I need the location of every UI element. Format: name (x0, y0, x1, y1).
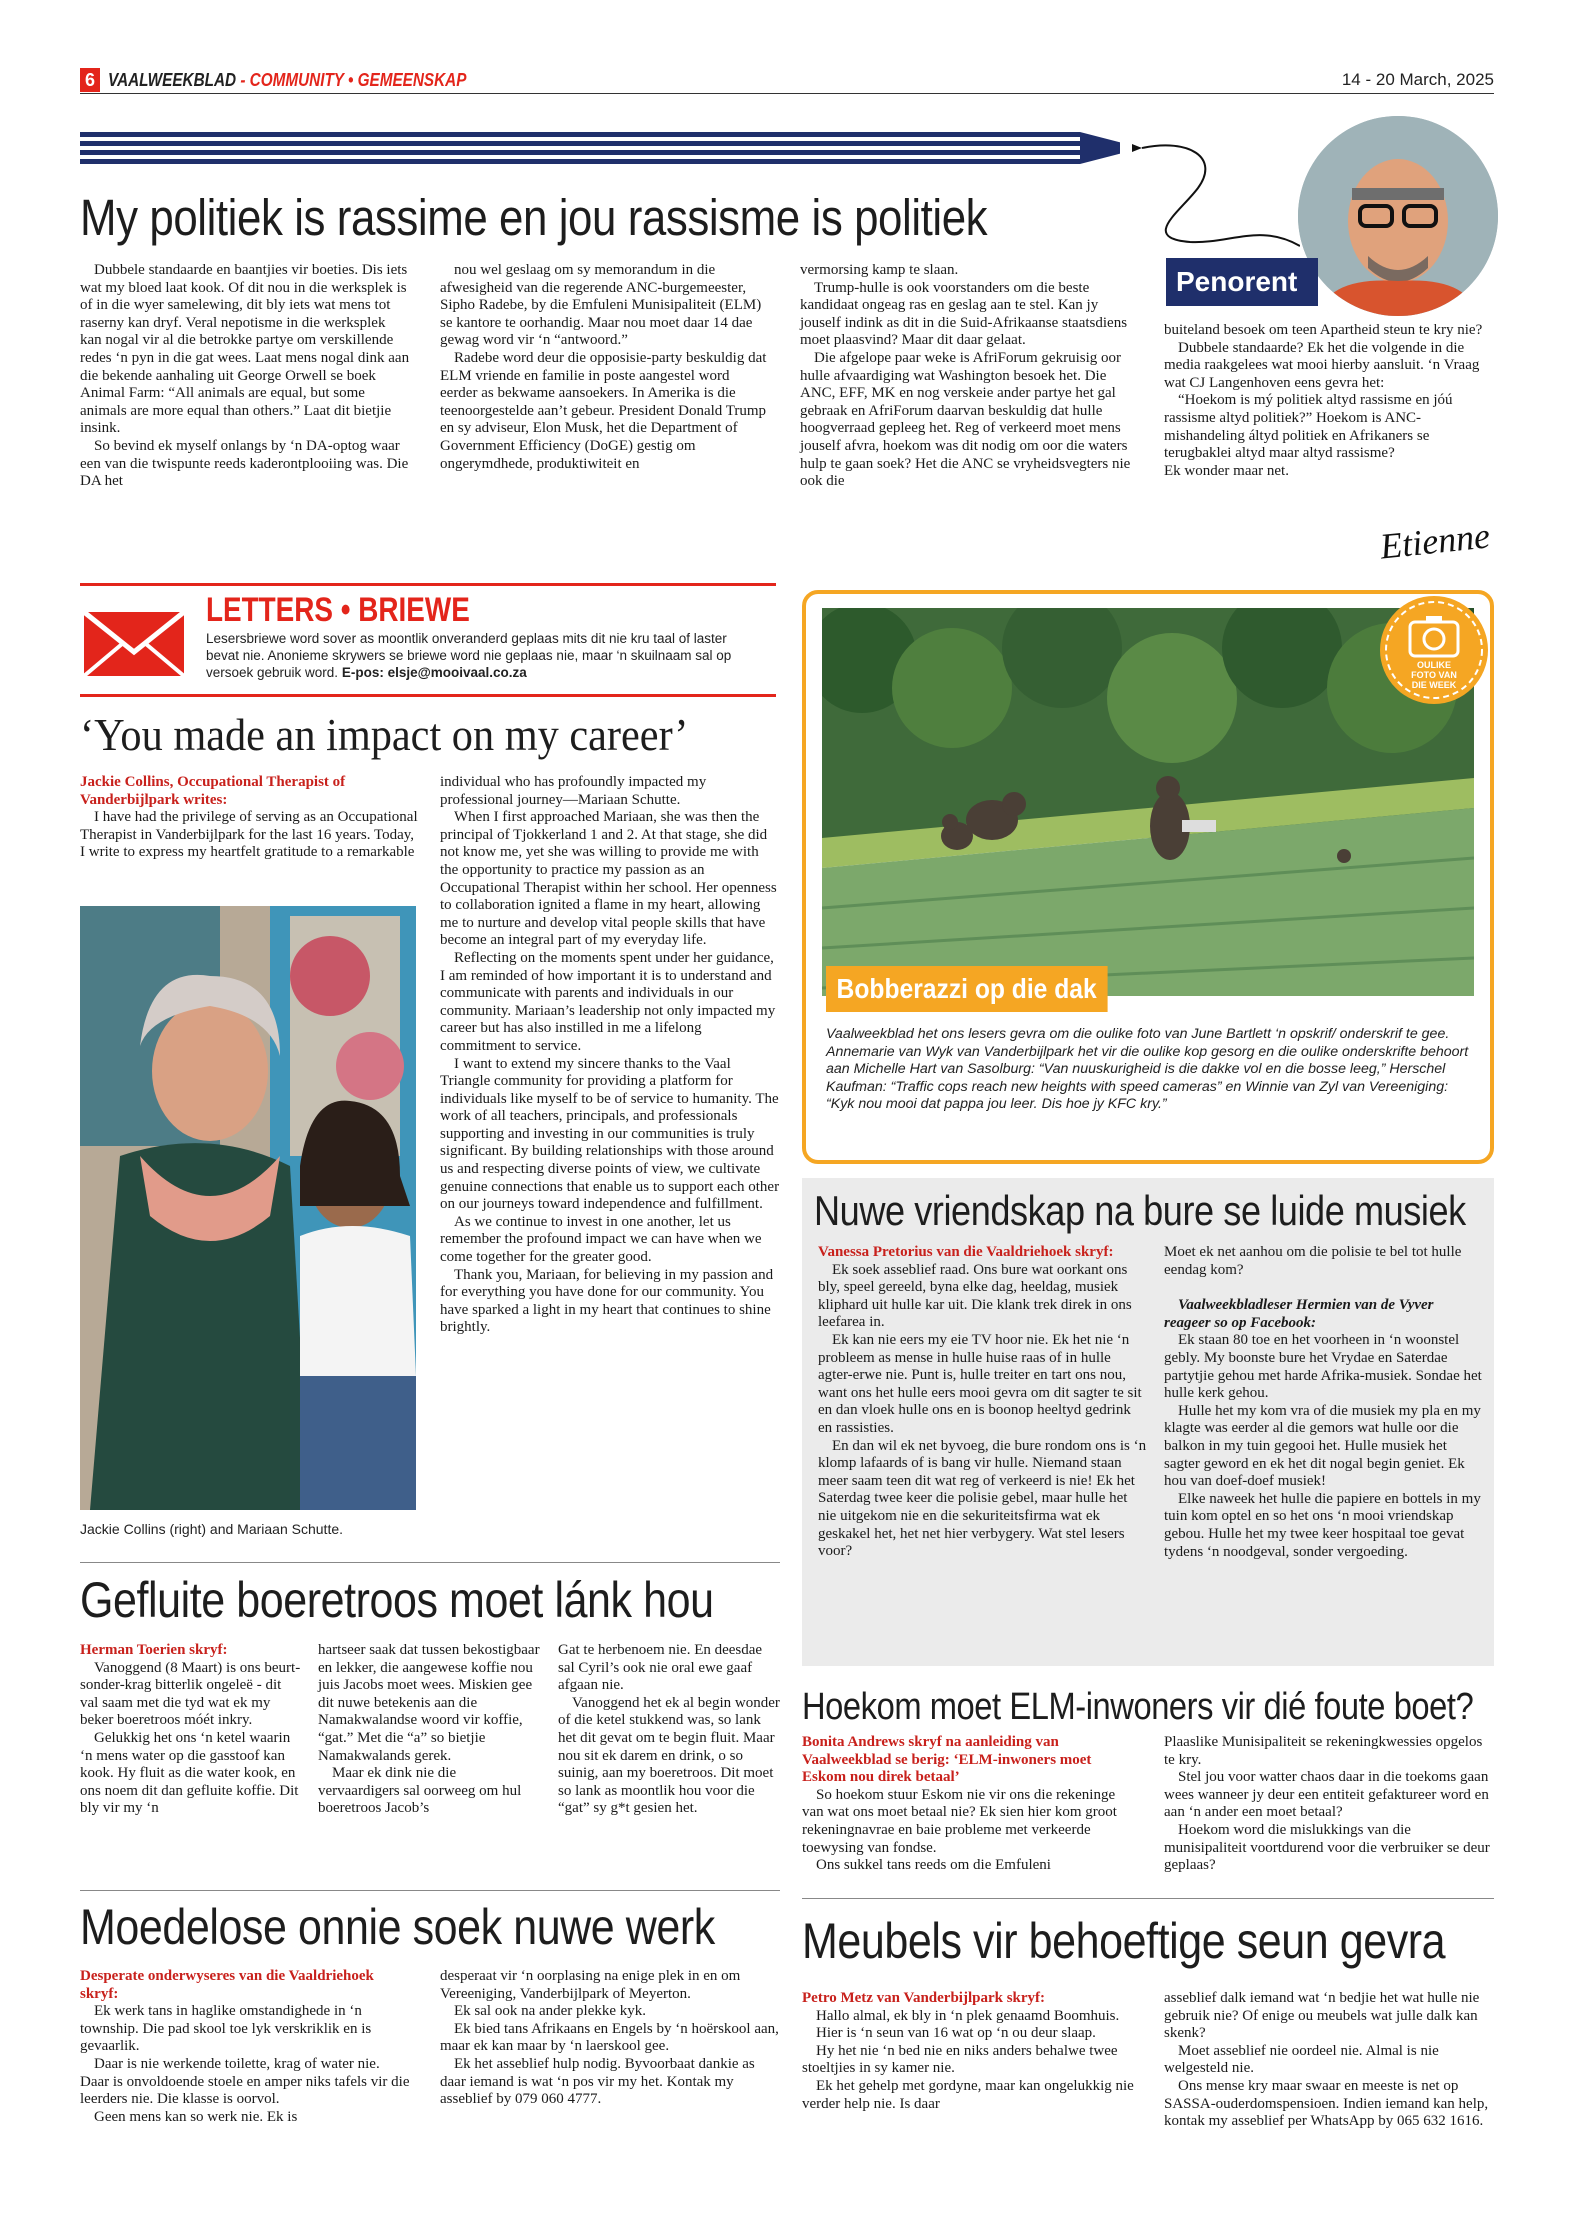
banner-rule-top (80, 583, 776, 586)
werk-col1 (80, 1968, 410, 2126)
letter1-caption: Jackie Collins (right) and Mariaan Schutte. (80, 1521, 344, 1537)
paragraph: Maar ek dink nie die vervaardigers sal oorweeg om hul boeretroos Jacob’s (318, 1765, 522, 1817)
letter1-photo (80, 906, 416, 1510)
paragraph: Reflecting on the moments spent under her guidance, I am reminded of how important it is to understand and communicate with parents and individuals in our community. Mariaan’s leadership not only impacted my career but has also instilled in me a lifelong commitment to service. (440, 949, 776, 1054)
meubels-col2 (1164, 1990, 1494, 2131)
paragraph: Ek sal ook na ander plekke kyk. (454, 2003, 647, 2020)
column-text-4 (1164, 322, 1494, 480)
divider (802, 1898, 1494, 1899)
paragraph: When I first approached Mariaan, she was then the principal of Tjokkerland 1 and 2. At that stage, she did not know me, yet she was willing to provide me with the opportunity to practice my passion as an Occupational Therapist within her school. Her openness to collaboration ignited a flame in my heart, allowing me to nurture and develop vital people skills that have become an integral part of my everyday life. (440, 809, 777, 949)
paragraph: I want to extend my sincere thanks to the Vaal Triangle community for providing a platform for individuals like myself to be of service to humanity. The work of all teachers, principals, and professionals supporting and investing in our communities is truly significant. By building relationships with those around us and respecting diverse points of view, we cultivate genuine connections that enable us to support each other on our journeys toward independence and fulfillment. (440, 1055, 780, 1213)
letter1-col2 (440, 774, 780, 1337)
paragraph: Stel jou voor watter chaos daar in die toekoms gaan wees wanneer jy deur een entiteit gefaktureer word en aan ‘n ander een moet betaal? (1164, 1769, 1489, 1821)
paragraph: Moet ek net aanhou om die polisie te bel tot hulle eendag kom? (1164, 1244, 1462, 1278)
paragraph: Radebe word deur die opposisie-party beskuldig dat ELM vriende en familie in poste aangestel word eerder as bekwame aansoekers. In Amerika is die teenoorgestelde aan’t gebeur. President Donald Trump en sy adviseur, Elon Musk, het die Department of Government Efficiency (DoGE) gestig om ongerymdhede, produktiwiteit en (440, 349, 767, 472)
paragraph: Vanoggend (8 Maart) is ons beurt-sonder-krag bitterlik ongeleë - dit val saam met die tyd wat ek my beker boeretroos móét inkry. (80, 1659, 301, 1729)
music-byline: Vanessa Pretorius van die Vaaldriehoek skryf: (818, 1244, 1114, 1260)
reply-label: Vaalweekbladleser Hermien van de Vyver reageer so op Facebook: (1164, 1297, 1434, 1331)
paragraph: I have had the privilege of serving as an Occupational Therapist in Vanderbijlpark for the last 16 years. Today, I write to express my heartfelt gratitude to a remarkable (80, 809, 418, 861)
paragraph: Dubbele standaarde? Ek het die volgende in die media raakgelees wat mooi hierby aansluit. ‘n Vraag wat CJ Langenhoven eens gevra het: (1164, 339, 1480, 391)
letter1-byline: Jackie Collins, Occupational Therapist of Vanderbijlpark writes: (80, 774, 346, 808)
paragraph: So bevind ek myself onlangs by ‘n DA-optog waar een van die twispunte reeds kaderontplooiing was. Die DA het (80, 437, 409, 490)
paragraph: So hoekom stuur Eskom nie vir ons die rekeninge van wat ons moet betaal nie? Ek sien hier kom groot rekeningnavrae en baie probleme met verkeerde toewysing van fondse. (802, 1786, 1117, 1856)
paper-name: VAALWEEKBLAD (108, 70, 237, 90)
column-text-2 (440, 262, 770, 473)
column-text-1 (80, 262, 410, 491)
banner-rule-bottom (80, 694, 776, 697)
paragraph: vermorsing kamp te slaan. (800, 262, 959, 278)
paragraph: individual who has profoundly impacted my professional journey—Mariaan Schutte. (440, 774, 707, 808)
music-col2 (1164, 1244, 1482, 1561)
badge-line: DIE WEEK (1411, 680, 1457, 690)
paragraph: hartseer saak dat tussen bekostigbaar en lekker, die aangewese koffie nou juis Jacobs moet wees. Miskien gee dit nuwe betekenis aan die Namakwalandse woord vir koffie, “gat.” Met die “a” so bietjie Namakwalands gerek. (318, 1642, 540, 1764)
boeretroos-headline: Gefluite boeretroos moet lánk hou (80, 1572, 714, 1628)
letters-title: LETTERS • BRIEWE (206, 591, 470, 629)
letters-email: E-pos: elsje@mooivaal.co.za (341, 665, 527, 680)
meubels-headline: Meubels vir behoeftige seun gevra (802, 1913, 1446, 1969)
page-number: 6 (80, 68, 100, 92)
paragraph: Ek het asseblief hulp nodig. Byvoorbaat dankie as daar iemand is wat ‘n pos vir my het. Kontak my asseblief by 079 060 4777. (440, 2055, 755, 2108)
elm-byline: Bonita Andrews skryf na aanleiding van Vaalweekblad se berig: ‘ELM-inwoners moet Eskom nou direk betaal’ (802, 1734, 1092, 1786)
paragraph: Ek staan 80 toe en het voorheen in ‘n woonstel gebly. My boonste bure het Vrydae en Saterdae partytjie gehou met harde Afrika-musiek. Sondae het hulle kerk gehou. (1164, 1332, 1482, 1402)
paragraph: Ek het gehelp met gordyne, maar kan ongelukkig nie verder help nie. Is daar (802, 2077, 1134, 2112)
paragraph: Hulle het my kom vra of die musiek my pla en my klagte was eerder al die gemors wat hulle oor die balkon in my tuin gegooi het. Hulle musiek het sagter geword en ek het dit nogal begin geniet. Ek hou van doef-doef musiek! (1164, 1402, 1481, 1490)
paragraph: Dubbele standaarde en baantjies vir boeties. Dis iets wat my bloed laat kook. Of dit nou in die werksplek is of in die wyer samelewing, dit bly iets wat mens tot raserny kan dryf. Veral nepotisme in die werksplek kan nogal vir al die betrokke partye om verskillende redes ‘n pyn in die gat wees. Laat mens nogal dink aan die bekende aanhaling uit George Orwell se boek Animal Farm: “All animals are equal, but some animals are more equal than others.” Laat dit bietjie insink. (80, 262, 410, 437)
music-headline: Nuwe vriendskap na bure se luide musiek (814, 1187, 1466, 1234)
divider (80, 1890, 780, 1891)
paragraph: Moet asseblief nie oordeel nie. Almal is nie welgesteld nie. (1164, 2042, 1439, 2077)
paragraph: As we continue to invest in one another, let us remember the profound impact we can have when we come together for the greater good. (440, 1213, 762, 1266)
section-label: - COMMUNITY • GEMEENSKAP (236, 70, 467, 90)
paragraph: Ek kan nie eers my eie TV hoor nie. Ek het nie ‘n probleem as mense in hulle huise raas of in hulle agter-erwe nie. Punt is, hulle treiter en tart ons nou, want ons het hulle eers mooi gevra om dit sagter te sit en dan vloek hulle ons en is boonop heeltyd gedrink en rassisties. (818, 1331, 1142, 1436)
column-headline: My politiek is rassime en jou rassisme is politiek (80, 189, 988, 246)
letter1-headline: ‘You made an impact on my career’ (80, 709, 689, 760)
paragraph: Daar is nie werkende toilette, krag of water nie. Daar is onvoldoende stoele en amper niks tafels vir die leerders nie. Die klasse is oorvol. (80, 2055, 410, 2108)
meubels-col1 (802, 1990, 1134, 2113)
signature: Etienne (1378, 515, 1492, 567)
column-text-3 (800, 262, 1135, 491)
paragraph: En dan wil ek net byvoeg, die bure rondom ons is ‘n klomp lafaards of is bang vir hulle. Niemand staan meer saam teen dit wat reg of verkeerd is nie! Ek het Saterdag twee keer die polisie gebel, maar hulle het nie uitgekom nie en die sekuriteitsfirma wat ek geskakel het, het net hier verbygery. Wat stel lesers voor? (818, 1437, 1147, 1560)
paragraph: desperaat vir ‘n oorplasing na enige plek in en om Vereeniging, Vanderbijlpark of Meyerton. (440, 1968, 741, 2002)
envelope-icon (82, 602, 190, 678)
elm-headline: Hoekom moet ELM-inwoners vir dié foute boet? (802, 1686, 1474, 1728)
paragraph: Hallo almal, ek bly in ‘n plek genaamd Boomhuis. (816, 2007, 1120, 2024)
photo-week-caption: Vaalweekblad het ons lesers gevra om die oulike foto van June Bartlett ‘n opskrif/ onderskrif te gee. Annemarie van Wyk van Vanderbijlpark het vir die oulike kop gesorg en die oulike onderskrifte behoort aan Michelle Hart van Sasolburg: “Van nuuskurigheid is die dakke vol en die bosse leeg,” Herschel Kaufman: “Traffic cops reach new heights with speed cameras” en Winnie van Zyl van Vereeniging: “Kyk nou mooi dat pappa jou leer. Dis hoe jy KFC kry.” (826, 1026, 1469, 1113)
photo-badge-text (1380, 660, 1488, 690)
paragraph: Geen mens kan so werk nie. Ek is (94, 2108, 298, 2125)
boeretroos-col1 (80, 1642, 302, 1818)
header-rule (80, 93, 1494, 94)
divider (80, 1562, 780, 1563)
music-col1 (818, 1244, 1148, 1561)
badge-line: FOTO VAN (1411, 670, 1457, 680)
boeretroos-col2 (318, 1642, 540, 1818)
paragraph: Gat te herbenoem nie. En deesdae sal Cyril’s ook nie oral ewe gaaf afgaan nie. (558, 1642, 763, 1694)
elm-col1 (802, 1734, 1134, 1875)
paragraph: Plaaslike Munisipaliteit se rekeningkwessies opgelos te kry. (1164, 1734, 1483, 1768)
paragraph: Thank you, Mariaan, for believing in my passion and for everything you have done for our community. You have sparked a light in my heart that continues to shine brightly. (440, 1266, 774, 1336)
paragraph: Ek bied tans Afrikaans en Engels by ‘n hoërskool aan, maar ek kan maar by ‘n laerskool gee. (440, 2020, 779, 2055)
photo-badge (1380, 596, 1488, 704)
paragraph: Hoekom word die mislukkings van die munisipaliteit voortdurend voor die verbruiker se deur geplaas? (1164, 1821, 1490, 1874)
paragraph: buiteland besoek om teen Apartheid steun te kry nie? (1164, 322, 1483, 338)
issue-date: 14 - 20 March, 2025 (1341, 70, 1494, 89)
paragraph: Ek soek asseblief raad. Ons bure wat oorkant ons bly, speel gereeld, byna elke dag, heeldag, musiek kliphard uit hulle kar uit. Die klank trek direk in ons leefarea in. (818, 1261, 1132, 1331)
paragraph: Ons sukkel tans reeds om die Emfuleni (816, 1857, 1051, 1874)
paragraph: Ek werk tans in haglike omstandighede in ‘n township. Die pad skool toe lyk verskriklik en is gevaarlik. (80, 2003, 372, 2055)
paragraph: nou wel geslaag om sy memorandum in die afwesigheid van die regerende ANC-burgemeester, Sipho Radebe, by die Emfuleni Munisipaliteit (ELM) se kantore te oorhandig. Maar nou moet daar 14 dae gewag word vir ‘n “antwoord.” (440, 262, 762, 349)
photo-week-image (822, 608, 1474, 996)
badge-line: OULIKE (1416, 660, 1451, 670)
letter1-col1 (80, 774, 420, 862)
elm-col2 (1164, 1734, 1494, 1875)
paragraph: “Hoekom is mý politiek altyd rassisme en jóú rassisme altyd politiek?” Hoekom is ANC-mishandeling áltyd politiek en Afrikaners se terugbaklei altyd maar altyd rassisme? (1164, 392, 1453, 462)
werk-col2 (440, 1968, 780, 2109)
paragraph: Ons mense kry maar swaar en meeste is net op SASSA-ouderdomspensioen. Indien iemand kan help, kontak my asseblief per WhatsApp by 065 632 1616. (1164, 2077, 1489, 2130)
meubels-byline: Petro Metz van Vanderbijlpark skryf: (802, 1990, 1046, 2006)
boeretroos-byline: Herman Toerien skryf: (80, 1642, 228, 1658)
paragraph: asseblief dalk iemand wat ‘n bedjie het wat hulle nie gebruik nie? Of enige ou meubels wat julle dalk kan skenk? (1164, 1990, 1480, 2042)
photo-week-title: Bobberazzi op die dak (826, 966, 1107, 1012)
werk-headline: Moedelose onnie soek nuwe werk (80, 1899, 715, 1955)
werk-byline: Desperate onderwyseres van die Vaaldriehoek skryf: (80, 1968, 374, 2002)
paragraph: Die afgelope paar weke is AfriForum gekruisig oor hulle afvaardiging wat Washington besoek het. Die ANC, EFF, MK en nog verskeie ander partye het gal gebraak en AfriForum daarvan beskuldig dat hulle hoogverraad gepleeg het. Reg of verkeerd moet mens jouself afvra, hoekom was dit nodig om oor die waters hulp te gaan soek? Het die ANC se vryheidsvegters nie ook die (800, 349, 1131, 490)
column-badge: Penorent (1166, 258, 1318, 306)
letters-note (206, 630, 746, 681)
letters-policy: Lesersbriewe word sover as moontlik onveranderd geplaas mits dit nie kru taal of laster bevat nie. Anonieme skrywers se briewe word nie geplaas nie, maar ‘n skuilnaam sal op versoek gebruik word. (206, 631, 732, 680)
author-photo (1298, 116, 1498, 316)
paragraph: Gelukkig het ons ‘n ketel waarin ‘n mens water op die gasstoof kan kook. Hy fluit as die water kook, en ons noem dit dan gefluite koffie. Dit bly vir my ‘n (80, 1729, 299, 1817)
paragraph: Elke naweek het hulle die papiere en bottels in my tuin kom optel en so het ons ‘n mooi vriendskap gebou. Hulle het my twee keer hospitaal toe gevat tydens ‘n noodgeval, sonder vergoeding. (1164, 1490, 1481, 1560)
boeretroos-col3 (558, 1642, 780, 1818)
paper-masthead (108, 68, 466, 92)
paragraph: Ek wonder maar net. (1164, 462, 1289, 479)
paragraph: Hier is ‘n seun van 16 wat op ‘n ou deur slaap. (816, 2025, 1096, 2042)
paragraph: Hy het nie ‘n bed nie en niks anders behalwe twee stoeltjies in sy kamer nie. (802, 2042, 1118, 2077)
paragraph: Trump-hulle is ook voorstanders om die beste kandidaat ongeag ras en geslag aan te stel. Kan jy jouself indink as dit in die Suid-Afrikaanse staatsdiens moet plaasvind? Maar dit daar gelaat. (800, 279, 1128, 349)
paragraph: Vanoggend het ek al begin wonder of die ketel stukkend was, so lank het dit gevat om te begin fluit. Maar nou sit ek darem en drink, o so suinig, aan my boeretroos. Dit moet so lank as moontlik hou voor die “gat” sy g*t gesien het. (558, 1694, 780, 1817)
